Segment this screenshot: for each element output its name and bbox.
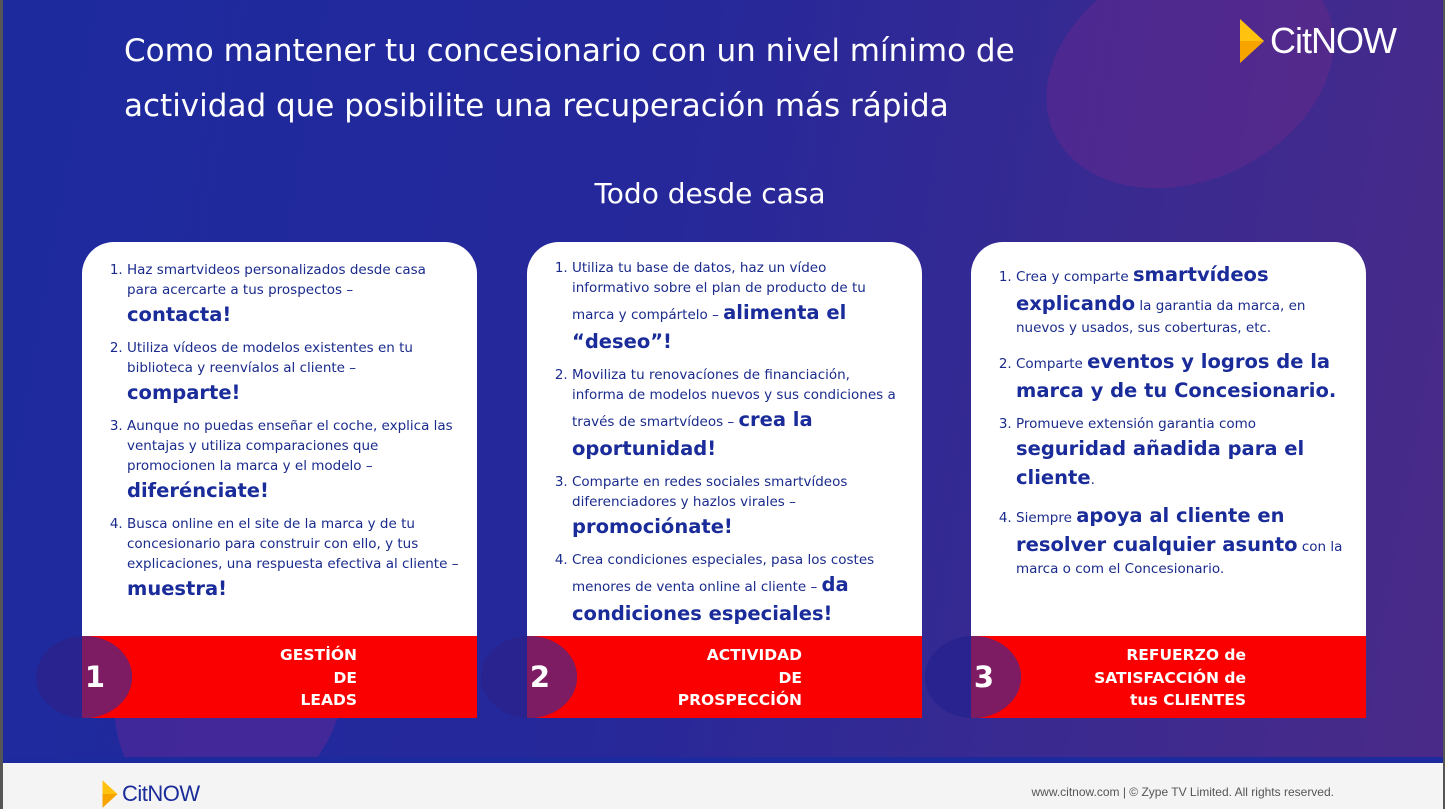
list-item: 1. Haz smartvideos personalizados desde casa para acercarte a tus prospectos – contacta! (127, 260, 459, 329)
list-item: 3. Promueve extensión garantia como seguridad añadida para el cliente. (1016, 414, 1348, 492)
list-item: 1. Utiliza tu base de datos, haz un vídeo informativo sobre el plan de producto de tu marca y compártelo – alimenta el “deseo”! (572, 258, 904, 356)
page-title (124, 24, 1124, 134)
card-list (527, 242, 922, 628)
title-line-2: actividad que posibilite una recuperación más rápida (124, 88, 949, 124)
card-label: REFUERZO de SATISFACCIÓN de tus CLIENTES (1094, 646, 1246, 709)
list-item: 2. Utiliza vídeos de modelos existentes en tu biblioteca y reenvíalos al cliente – comparte! (127, 338, 459, 407)
card-body (82, 242, 477, 637)
list-item: 1. Crea y comparte smartvídeos explicando la garantia da marca, en nuevos y usados, sus coberturas, etc. (1016, 260, 1348, 338)
card-gestion-leads (82, 242, 477, 718)
left-edge (0, 0, 3, 809)
title-line-1: Como mantener tu concesionario con un nivel mínimo de (124, 33, 1015, 69)
card-refuerzo-satisfaccion (971, 242, 1366, 718)
list-item: 4. Busca online en el site de la marca y de tu concesionario para construir con ello, y tus explicaciones, una respuesta efectiva al cliente – muestra! (127, 514, 459, 603)
card-label: GESTİÓN DE LEADS (280, 646, 357, 709)
card-label: ACTIVIDAD DE PROSPECCİÓN (677, 646, 802, 709)
footer-copyright: www.citnow.com | © Zype TV Limited. All rights reserved. (1031, 785, 1334, 799)
card-number: 3 (973, 660, 995, 694)
list-item: 3. Comparte en redes sociales smartvídeos diferenciadores y hazlos virales – promociónate! (572, 472, 904, 541)
footer-citnow-logo (101, 779, 200, 809)
footer-logo-text: CitNOW (122, 781, 200, 806)
card-number: 1 (84, 660, 106, 694)
subtitle: Todo desde casa (594, 177, 826, 210)
citnow-play-icon (1238, 17, 1266, 65)
card-actividad-prospeccion (527, 242, 922, 718)
card-list (82, 242, 477, 603)
list-item: 2. Moviliza tu renovacíones de financiación, informa de modelos nuevos y sus condiciones a través de smartvídeos – crea la oportunidad! (572, 365, 904, 463)
citnow-play-icon (101, 779, 119, 809)
list-item: 4. Siempre apoya al cliente en resolver cualquier asunto con la marca o com el Concesionario. (1016, 501, 1348, 579)
card-body (527, 242, 922, 637)
citnow-logo (1238, 16, 1396, 66)
list-item: 2. Comparte eventos y logros de la marca y de tu Concesionario. (1016, 347, 1348, 405)
card-body (971, 242, 1366, 637)
list-item: 4. Crea condiciones especiales, pasa los costes menores de venta online al cliente – da condiciones especiales! (572, 550, 904, 628)
card-list (971, 242, 1366, 579)
card-number: 2 (529, 660, 551, 694)
logo-text: CitNOW (1270, 20, 1396, 61)
list-item: 3. Aunque no puedas enseñar el coche, explica las ventajas y utiliza comparaciones que promocionen la marca y el modelo – diferénciate! (127, 416, 459, 505)
footer (0, 757, 1445, 809)
